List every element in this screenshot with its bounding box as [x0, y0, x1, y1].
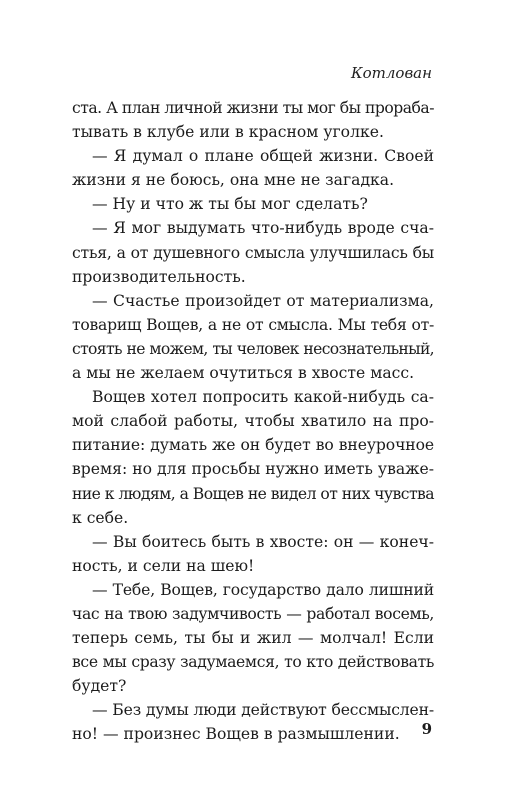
text-line: товарищ Вощев, а не от смысла. Мы тебя от- [72, 315, 434, 334]
text-line: питание: думать же он будет во внеурочное [72, 436, 434, 455]
text-line: стья, а от душевного смысла улучшилась бы [72, 243, 434, 262]
running-title: Котлован [351, 64, 432, 82]
page-number: 9 [421, 720, 432, 738]
text-line: — Без думы люди действуют бессмыслен- [92, 701, 434, 720]
text-line: к себе. [72, 508, 129, 527]
text-line: Вощев хотел попросить какой-нибудь са- [92, 388, 434, 407]
text-line: стоять не можем, ты человек несознательный, [72, 339, 434, 358]
text-line: — Вы боитесь быть в хвосте: он — конеч- [92, 532, 434, 551]
text-line: будет? [72, 677, 127, 696]
text-line: час на твою задумчивость — работал восемь, [72, 604, 434, 623]
text-line: но! — произнес Вощев в размышлении. [72, 725, 400, 744]
text-line: теперь семь, ты бы и жил — молчал! Если [72, 629, 434, 648]
text-line: — Счастье произойдет от материализма, [92, 291, 434, 310]
text-line: — Я думал о плане общей жизни. Своей [92, 147, 434, 166]
text-line: производительность. [72, 267, 246, 286]
body-text [72, 96, 434, 747]
text-line: ность, и сели на шею! [72, 556, 255, 575]
text-line: мой слабой работы, чтобы хватило на про- [72, 412, 434, 431]
text-line: ста. А план личной жизни ты мог бы прораба- [72, 99, 434, 117]
text-line: а мы не желаем очутиться в хвосте масс. [72, 364, 415, 383]
text-line: все мы сразу задумаемся, то кто действовать [72, 653, 434, 672]
text-line: ние к людям, а Вощев не видел от них чувства [72, 484, 434, 503]
text-line: время: но для просьбы нужно иметь уваже- [72, 460, 434, 479]
text-line: — Я мог выдумать что-нибудь вроде сча- [92, 219, 434, 238]
text-line: тывать в клубе или в красном уголке. [72, 123, 384, 142]
text-line: — Ну и что ж ты бы мог сделать? [92, 195, 368, 214]
text-line: — Тебе, Вощев, государство дало лишний [92, 580, 434, 599]
text-line: жизни я не боюсь, она мне не загадка. [72, 171, 395, 190]
